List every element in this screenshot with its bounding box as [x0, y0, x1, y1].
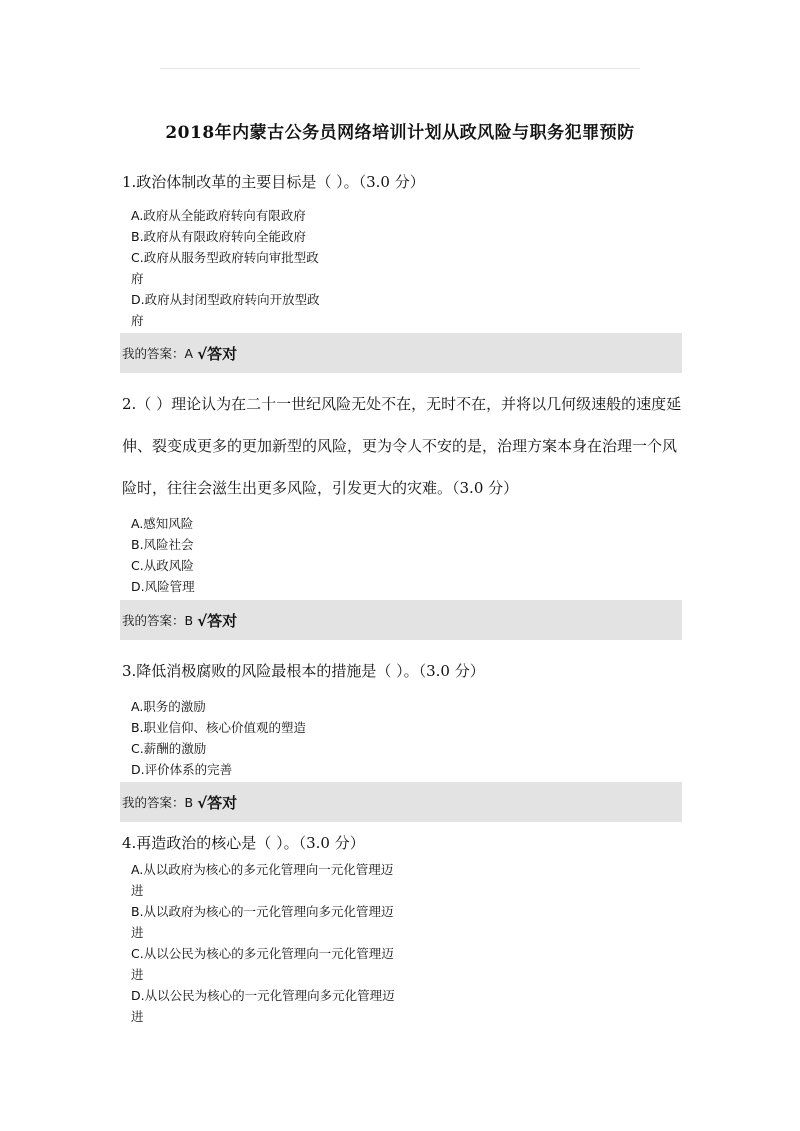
option-c[interactable]: C.从以公民为核心的多元化管理向一元化管理迈 进	[131, 946, 394, 982]
question-1-options	[131, 205, 320, 331]
option-a[interactable]: A.从以政府为核心的多元化管理向一元化管理迈 进	[131, 862, 394, 898]
option-c[interactable]: C.薪酬的激励	[131, 741, 207, 756]
option-c[interactable]: C.政府从服务型政府转向审批型政 府	[131, 250, 319, 286]
my-answer-label: 我的答案：B	[122, 613, 194, 628]
answer-bar-2	[120, 600, 682, 640]
option-b[interactable]: B.政府从有限政府转向全能政府	[131, 229, 307, 244]
option-d[interactable]: D.政府从封闭型政府转向开放型政 府	[131, 292, 320, 328]
question-1-text: 1.政治体制改革的主要目标是（ ）。（3.0 分）	[122, 173, 425, 191]
option-c[interactable]: C.从政风险	[131, 558, 194, 573]
answer-result: √答对	[197, 611, 238, 630]
answer-result: √答对	[197, 344, 238, 363]
page-title: 2018年内蒙古公务员网络培训计划从政风险与职务犯罪预防	[165, 123, 635, 143]
question-2-options	[131, 513, 195, 597]
option-d[interactable]: D.风险管理	[131, 579, 195, 594]
my-answer-label: 我的答案：A	[122, 346, 194, 361]
question-3-options	[131, 696, 306, 780]
question-4-text: 4.再造政治的核心是（ ）。（3.0 分）	[122, 834, 365, 852]
answer-result: √答对	[197, 793, 238, 812]
option-a[interactable]: A.职务的激励	[131, 699, 206, 714]
option-b[interactable]: B.从以政府为核心的一元化管理向多元化管理迈 进	[131, 904, 394, 940]
option-d[interactable]: D.从以公民为核心的一元化管理向多元化管理迈 进	[131, 988, 395, 1024]
option-b[interactable]: B.风险社会	[131, 537, 194, 552]
answer-bar-1	[120, 333, 682, 373]
answer-bar-3	[120, 782, 682, 822]
question-2-text: 2.（ ）理论认为在二十一世纪风险无处不在，无时不在，并将以几何级速般的速度延伸、裂变成更多的更加新型的风险，更为令人不安的是，治理方案本身在治理一个风险时，往往会滋生出更多风险，引发更大的灾难。（3.0 分）	[122, 395, 682, 497]
option-d[interactable]: D.评价体系的完善	[131, 762, 233, 777]
option-a[interactable]: A.感知风险	[131, 516, 194, 531]
option-b[interactable]: B.职业信仰、核心价值观的塑造	[131, 720, 307, 735]
question-4-options	[131, 859, 395, 1027]
question-3-text: 3.降低消极腐败的风险最根本的措施是（ ）。（3.0 分）	[122, 662, 485, 680]
option-a[interactable]: A.政府从全能政府转向有限政府	[131, 208, 306, 223]
header-divider	[160, 68, 640, 69]
my-answer-label: 我的答案：B	[122, 795, 194, 810]
